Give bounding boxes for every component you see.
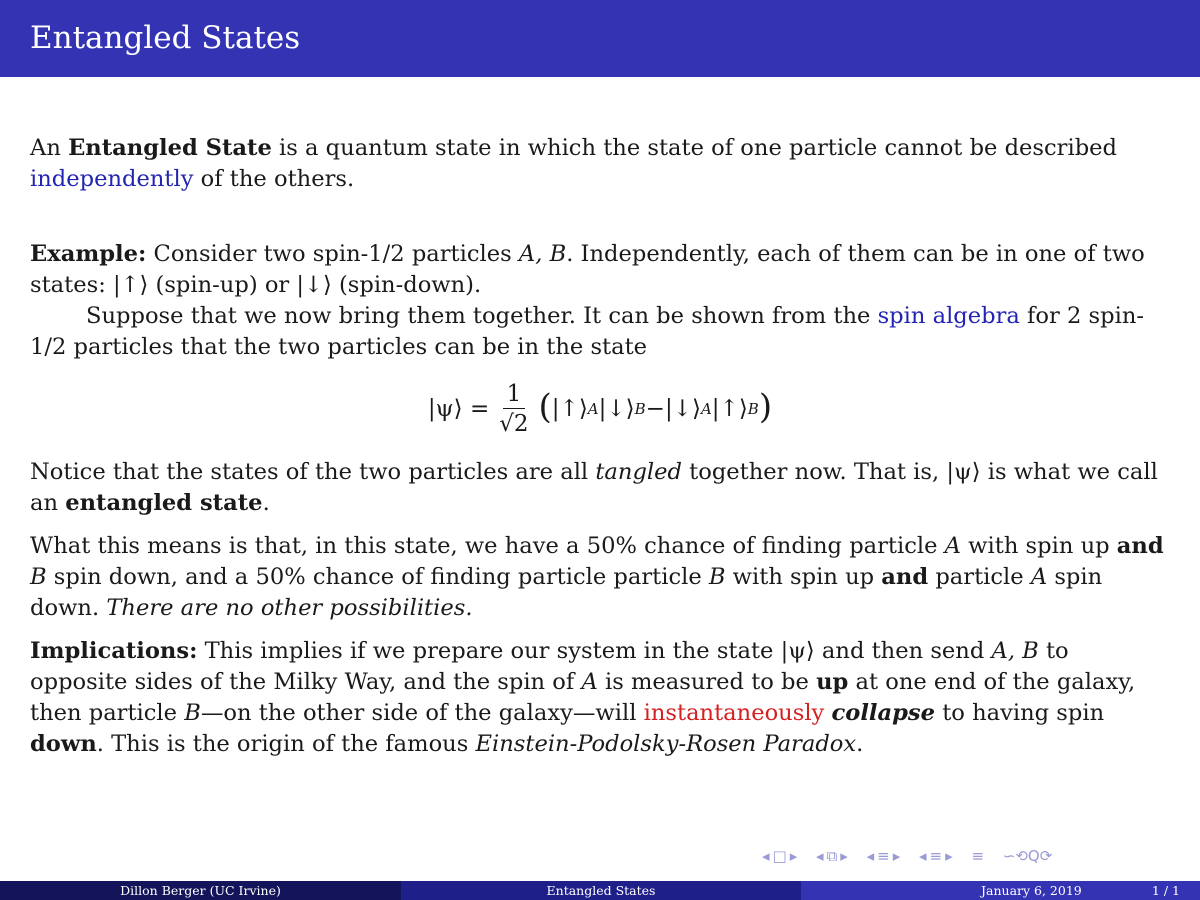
implications-paragraph: Implications: This implies if we prepare our system in the state |ψ⟩ and then send A, B to opposite sides of the Milky Way, and the spin of A is measured to be up at one end of the galaxy, then particle B—on the other side of the galaxy—will instantaneously collapse to having spin down. This is the origin of the famous Einstein-Podolsky-Rosen Paradox. — [30, 638, 1136, 757]
slide-footer — [0, 881, 1200, 900]
term-entangled-state: Entangled State — [68, 135, 272, 161]
alert-instantaneously: instantaneously — [643, 700, 825, 726]
next-doc-icon[interactable]: ▸ — [945, 847, 953, 865]
slide-title: Entangled States — [30, 20, 301, 56]
beamer-navigation — [762, 847, 1055, 869]
intro-paragraph: An Entangled State is a quantum state in which the state of one particle cannot be described independently of the others. — [30, 135, 1117, 192]
prev-subsection-icon[interactable]: ◂ — [816, 847, 824, 865]
spin-algebra-paragraph: Suppose that we now bring them together. It can be shown from the spin algebra for 2 spin-1/2 particles that the two particles can be in the state — [30, 303, 1145, 360]
footer-right — [801, 881, 1200, 900]
footer-page-number: 1 / 1 — [1151, 883, 1180, 898]
toc-icon[interactable]: ≡ — [971, 847, 985, 865]
doc-icon[interactable]: ≡ — [929, 847, 943, 865]
frame-icon[interactable]: □ — [772, 847, 787, 865]
slide-content — [30, 133, 1170, 760]
next-subsection-icon[interactable]: ▸ — [840, 847, 848, 865]
prev-doc-icon[interactable]: ◂ — [919, 847, 927, 865]
fraction: $\frac{1}{√2}$ — [499, 380, 529, 437]
prev-section-icon[interactable]: ◂ — [866, 847, 875, 865]
footer-title: Entangled States — [401, 881, 801, 900]
subsection-icon[interactable]: ⧉ — [826, 847, 838, 865]
slide-header — [0, 0, 1200, 77]
means-paragraph: What this means is that, in this state, we have a 50% chance of finding particle A with spin up and B spin down, and a 50% chance of finding particle particle B with spin up and particle A spin down. There are no other possibilities. — [30, 533, 1164, 621]
example-paragraph: Example: Consider two spin-1/2 particles A, B. Independently, each of them can be in one of two states: |↑⟩ (spin-up) or |↓⟩ (spin-down). — [30, 241, 1145, 298]
next-frame-icon[interactable]: ▸ — [789, 847, 798, 865]
next-section-icon[interactable]: ▸ — [892, 847, 901, 865]
section-icon[interactable]: ≡ — [877, 847, 890, 865]
link-independently[interactable]: independently — [30, 166, 194, 192]
implications-label: Implications: — [30, 638, 198, 664]
footer-author: Dillon Berger (UC Irvine) — [0, 881, 401, 900]
footer-date: January 6, 2019 — [981, 883, 1082, 898]
prev-frame-icon[interactable]: ◂ — [762, 847, 770, 865]
link-spin-algebra[interactable]: spin algebra — [877, 303, 1020, 329]
search-icon[interactable]: ∽⟲Q⟳ — [1002, 847, 1053, 865]
example-label: Example: — [30, 241, 147, 267]
entangled-state-equation: |ψ⟩ = $\frac{1}{√2}$ ( |↑⟩ A |↓⟩ B − |↓⟩ A |↑⟩ B ) — [427, 380, 773, 437]
notice-paragraph: Notice that the states of the two particles are all tangled together now. That is, |ψ⟩ is what we call an entangled state. — [30, 459, 1158, 516]
